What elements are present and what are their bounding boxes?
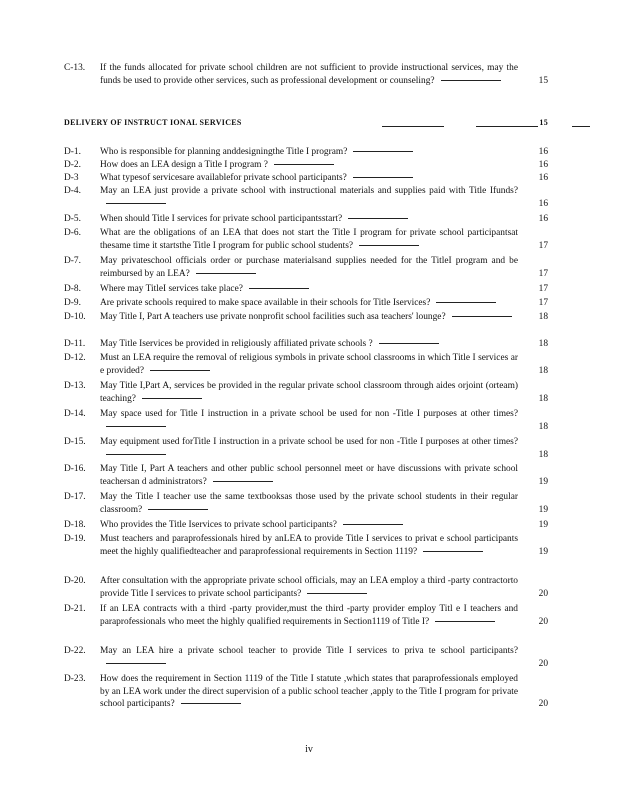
entry-page: 17 xyxy=(538,284,548,294)
entry-code: C-13. xyxy=(64,63,86,73)
leader-line xyxy=(353,177,413,178)
entry-page: 18 xyxy=(538,393,548,404)
toc-entry xyxy=(64,185,548,210)
leader-line xyxy=(353,151,413,152)
toc-entry xyxy=(64,297,548,310)
heading-rule xyxy=(476,126,538,127)
toc-entry xyxy=(64,311,548,324)
leader-line xyxy=(106,426,166,427)
entry-code: D-21. xyxy=(64,604,86,614)
entry-text: May the Title I teacher use the same textbooksas those used by the private school students in their regular classroom? xyxy=(100,492,518,515)
entry-text: After consultation with the appropriate private school officials, may an LEA employ a third -party contractorto provide Title I services to private school participants? xyxy=(100,576,518,599)
entry-page: 16 xyxy=(538,160,548,170)
leader-line xyxy=(142,398,202,399)
entry-text: May Title I, Part A teachers and other public school personnel meet or have discussions with private school teachersan d administrators? xyxy=(100,464,518,487)
toc-entry-c13 xyxy=(64,62,548,87)
toc-entry xyxy=(64,491,548,516)
leader-line xyxy=(274,164,334,165)
entry-code: D-12. xyxy=(64,353,86,363)
entry-code: D-4. xyxy=(64,186,81,196)
entry-code: D-13. xyxy=(64,381,86,391)
leader-line xyxy=(106,663,166,664)
heading-rule xyxy=(572,126,590,127)
entry-page: 15 xyxy=(538,75,548,86)
toc-entry xyxy=(64,172,548,185)
leader-line xyxy=(379,343,439,344)
entry-text: Must an LEA require the removal of religious symbols in private school classrooms in which Title I services ar e provided? xyxy=(100,353,518,376)
entry-page: 17 xyxy=(538,298,548,308)
toc-entry xyxy=(64,352,548,377)
entry-text: Must teachers and paraprofessionals hired by anLEA to provide Title I services to privat e school participants meet the highly qualifiedteacher and paraprofessional requirements in Section 1119? xyxy=(100,534,518,557)
entry-page: 20 xyxy=(538,588,548,599)
toc-entry xyxy=(64,146,548,159)
entry-page: 16 xyxy=(538,198,548,209)
leader-line xyxy=(435,621,495,622)
toc-entry xyxy=(64,159,548,172)
toc-entry xyxy=(64,338,548,351)
leader-line xyxy=(348,218,408,219)
leader-line xyxy=(436,302,496,303)
leader-line xyxy=(150,370,210,371)
entry-code: D-3 xyxy=(64,173,79,183)
entry-code: D-20. xyxy=(64,576,86,586)
entry-page: 19 xyxy=(538,476,548,487)
toc-entry xyxy=(64,283,548,296)
entry-page: 16 xyxy=(538,147,548,157)
leader-line xyxy=(181,703,241,704)
entry-code: D-22. xyxy=(64,646,86,656)
entry-code: D-9. xyxy=(64,298,81,308)
entry-page: 16 xyxy=(538,173,548,183)
toc-entry xyxy=(64,213,548,226)
entry-text: May Title I,Part A, services be provided in the regular private school classroom through aides orjoint (orteam) teaching? xyxy=(100,381,518,404)
toc-entry xyxy=(64,408,548,433)
section-heading xyxy=(64,118,548,127)
toc-entry xyxy=(64,519,548,532)
entry-page: 17 xyxy=(538,268,548,279)
leader-line xyxy=(359,245,419,246)
leader-line xyxy=(213,481,273,482)
toc-entry xyxy=(64,603,548,628)
entry-text: How does an LEA design a Title I program ? xyxy=(100,159,548,172)
entry-page: 19 xyxy=(538,546,548,557)
page-footer: iv xyxy=(305,744,313,755)
entry-code: D-7. xyxy=(64,256,81,266)
leader-line xyxy=(343,524,403,525)
toc-entry xyxy=(64,645,548,670)
entry-code: D-23. xyxy=(64,674,86,684)
entry-page: 20 xyxy=(538,658,548,669)
entry-code: D-19. xyxy=(64,534,86,544)
entry-text: If an LEA contracts with a third -party provider,must the third -party provider employ Titl e I teachers and paraprofessionals who meet the highly qualified requirements in Section1119 of Title I? xyxy=(100,604,518,627)
entry-text: May Title Iservices be provided in religiously affiliated private schools ? xyxy=(100,338,548,351)
entry-page: 18 xyxy=(538,421,548,432)
entry-code: D-16. xyxy=(64,464,86,474)
entry-code: D-6. xyxy=(64,228,81,238)
entry-text: When should Title I services for private school participantsstart? xyxy=(100,213,548,226)
entry-code: D-11. xyxy=(64,339,86,349)
entry-code: D-15. xyxy=(64,437,86,447)
entry-code: D-14. xyxy=(64,409,86,419)
entry-page: 18 xyxy=(538,449,548,460)
entry-text: May privateschool officials order or purchase materialsand supplies needed for the TitleI program and be reimbursed by an LEA? xyxy=(100,256,518,279)
entry-text: Who is responsible for planning anddesigningthe Title I program? xyxy=(100,146,548,159)
entry-code: D-18. xyxy=(64,520,86,530)
leader-line xyxy=(307,593,367,594)
entry-page: 18 xyxy=(538,339,548,349)
entry-text: May an LEA just provide a private school with instructional materials and supplies paid with Title Ifunds? xyxy=(100,185,548,210)
entry-code: D-8. xyxy=(64,284,81,294)
entry-text: What typesof servicesare availablefor private school participants? xyxy=(100,172,548,185)
entry-page: 20 xyxy=(538,616,548,627)
entry-page: 19 xyxy=(538,520,548,530)
entry-text: What are the obligations of an LEA that does not start the Title I program for private school participantsat thesame time it startsthe Title I program for public school students? xyxy=(100,228,518,251)
leader-line xyxy=(196,273,256,274)
entry-text: Who provides the Title Iservices to private school participants? xyxy=(100,519,548,532)
toc-entry xyxy=(64,436,548,461)
section-heading-page: 15 xyxy=(539,118,548,127)
leader-line xyxy=(106,454,166,455)
entry-page: 18 xyxy=(538,365,548,376)
entry-code: D-1. xyxy=(64,147,81,157)
toc-entry xyxy=(64,673,548,711)
toc-entry xyxy=(64,575,548,600)
entry-page: 20 xyxy=(538,699,548,709)
entry-text: May an LEA hire a private school teacher to provide Title I services to priva te school participants? xyxy=(100,645,548,670)
entry-page: 19 xyxy=(538,504,548,515)
entry-text: Are private schools required to make space available in their schools for Title Iservices? xyxy=(100,297,548,310)
entry-text: May Title I, Part A teachers use private nonprofit school facilities such asa teachers' lounge? xyxy=(100,311,548,324)
entry-code: D-5. xyxy=(64,214,81,224)
entry-text: How does the requirement in Section 1119 of the Title I statute ,which states that paraprofessionals employed by an LEA work under the direct supervision of a public school teacher ,apply to the Title I program for private school participants? xyxy=(100,674,518,709)
entry-text: Where may TitleI services take place? xyxy=(100,283,548,296)
entry-page: 17 xyxy=(538,240,548,251)
toc-entry xyxy=(64,533,548,558)
leader-line xyxy=(423,551,483,552)
leader-line xyxy=(148,509,208,510)
toc-entry xyxy=(64,380,548,405)
toc-entry xyxy=(64,227,548,252)
leader-line xyxy=(452,316,512,317)
entry-code: D-10. xyxy=(64,312,86,322)
leader-line xyxy=(106,203,166,204)
entry-code: D-2. xyxy=(64,160,81,170)
entry-page: 16 xyxy=(538,214,548,224)
section-heading-label: DELIVERY OF INSTRUCT IONAL SERVICES xyxy=(64,118,242,127)
entry-code: D-17. xyxy=(64,492,86,502)
toc-entry xyxy=(64,255,548,280)
leader-line xyxy=(441,80,501,81)
entry-text: May equipment used forTitle I instruction in a private school be used for non -Title I purposes at other times? xyxy=(100,436,548,461)
entry-page: 18 xyxy=(538,312,548,322)
entry-text: May space used for Title I instruction in a private school be used for non -Title I purposes at other times? xyxy=(100,408,548,433)
leader-line xyxy=(249,288,309,289)
heading-rule xyxy=(382,126,444,127)
toc-entry xyxy=(64,463,548,488)
entry-text: If the funds allocated for private school children are not sufficient to provide instructional services, may the funds be used to provide other services, such as professional development or counseling? xyxy=(100,63,518,86)
